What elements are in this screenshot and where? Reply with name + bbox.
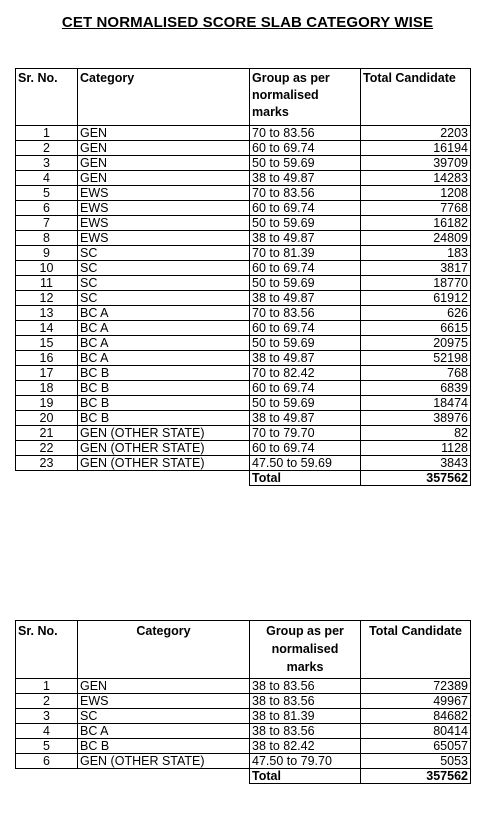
table-row: [16, 366, 471, 381]
cell-group: 50 to 59.69: [250, 156, 361, 171]
cell-total-candidate: 72389: [361, 679, 471, 694]
table-row: [16, 694, 471, 709]
cell-sr-no: 16: [16, 351, 78, 366]
cell-category: BC A: [78, 351, 250, 366]
cell-total-candidate: 768: [361, 366, 471, 381]
cell-sr-no: 3: [16, 709, 78, 724]
cell-sr-no: 4: [16, 724, 78, 739]
table-row: [16, 126, 471, 141]
cell-category: SC: [78, 276, 250, 291]
table-row: [16, 754, 471, 769]
cell-group: 50 to 59.69: [250, 336, 361, 351]
cell-total-candidate: 14283: [361, 171, 471, 186]
cell-category: EWS: [78, 694, 250, 709]
cell-category: EWS: [78, 231, 250, 246]
cell-sr-no: 2: [16, 141, 78, 156]
cell-group: 38 to 49.87: [250, 411, 361, 426]
cell-group: 60 to 69.74: [250, 201, 361, 216]
page-title: CET NORMALISED SCORE SLAB CATEGORY WISE: [61, 14, 434, 31]
cell-category: BC A: [78, 306, 250, 321]
cell-total-candidate: 39709: [361, 156, 471, 171]
cell-category: BC A: [78, 321, 250, 336]
cell-category: GEN (OTHER STATE): [78, 754, 250, 769]
cell-group: 38 to 81.39: [250, 709, 361, 724]
total-label: Total: [250, 471, 361, 486]
cell-category: GEN: [78, 679, 250, 694]
cell-sr-no: 22: [16, 441, 78, 456]
cell-category: SC: [78, 261, 250, 276]
cell-category: GEN: [78, 126, 250, 141]
header-sr-no: Sr. No.: [16, 621, 78, 679]
cell-total-candidate: 49967: [361, 694, 471, 709]
cell-total-candidate: 61912: [361, 291, 471, 306]
table-row: [16, 724, 471, 739]
cell-category: GEN: [78, 141, 250, 156]
cell-category: SC: [78, 709, 250, 724]
table-row: [16, 141, 471, 156]
cell-total-candidate: 3843: [361, 456, 471, 471]
table-row: [16, 739, 471, 754]
cell-group: 38 to 49.87: [250, 231, 361, 246]
cell-category: BC B: [78, 366, 250, 381]
cell-group: 38 to 49.87: [250, 351, 361, 366]
cell-group: 70 to 81.39: [250, 246, 361, 261]
cell-category: BC B: [78, 396, 250, 411]
cell-sr-no: 1: [16, 679, 78, 694]
cell-total-candidate: 16182: [361, 216, 471, 231]
cell-total-candidate: 6615: [361, 321, 471, 336]
cell-group: 60 to 69.74: [250, 141, 361, 156]
header-sr-no: Sr. No.: [16, 69, 78, 126]
blank-cell: [16, 769, 78, 784]
cell-sr-no: 21: [16, 426, 78, 441]
cell-total-candidate: 18474: [361, 396, 471, 411]
header-category: Category: [78, 69, 250, 126]
header-total-candidate: Total Candidate: [361, 621, 471, 679]
table-row: [16, 336, 471, 351]
cell-total-candidate: 52198: [361, 351, 471, 366]
cell-total-candidate: 5053: [361, 754, 471, 769]
cell-group: 70 to 83.56: [250, 186, 361, 201]
cell-category: SC: [78, 291, 250, 306]
cell-category: GEN: [78, 156, 250, 171]
cell-category: GEN (OTHER STATE): [78, 456, 250, 471]
table-row: [16, 426, 471, 441]
cell-total-candidate: 16194: [361, 141, 471, 156]
table-row: [16, 321, 471, 336]
cell-category: EWS: [78, 216, 250, 231]
cell-sr-no: 9: [16, 246, 78, 261]
cell-total-candidate: 65057: [361, 739, 471, 754]
blank-cell: [78, 471, 250, 486]
cell-sr-no: 5: [16, 186, 78, 201]
blank-cell: [16, 471, 78, 486]
cell-total-candidate: 3817: [361, 261, 471, 276]
cell-total-candidate: 1208: [361, 186, 471, 201]
cell-sr-no: 20: [16, 411, 78, 426]
cell-sr-no: 18: [16, 381, 78, 396]
cell-total-candidate: 626: [361, 306, 471, 321]
cell-total-candidate: 6839: [361, 381, 471, 396]
cell-group: 47.50 to 59.69: [250, 456, 361, 471]
table-row: [16, 381, 471, 396]
cell-category: GEN (OTHER STATE): [78, 426, 250, 441]
category-slab-table: [15, 68, 471, 486]
table-row: [16, 709, 471, 724]
cell-category: BC B: [78, 411, 250, 426]
cell-sr-no: 4: [16, 171, 78, 186]
blank-cell: [78, 769, 250, 784]
cell-category: GEN (OTHER STATE): [78, 441, 250, 456]
cell-total-candidate: 2203: [361, 126, 471, 141]
cell-total-candidate: 38976: [361, 411, 471, 426]
cell-sr-no: 13: [16, 306, 78, 321]
cell-total-candidate: 18770: [361, 276, 471, 291]
cell-category: EWS: [78, 201, 250, 216]
category-summary-table: [15, 620, 471, 784]
cell-sr-no: 1: [16, 126, 78, 141]
cell-group: 38 to 83.56: [250, 679, 361, 694]
header-total-candidate: Total Candidate: [361, 69, 471, 126]
table-header-row: [16, 69, 471, 126]
table-row: [16, 156, 471, 171]
header-group: Group as per normalised marks: [250, 69, 361, 126]
table-row: [16, 246, 471, 261]
table-row: [16, 679, 471, 694]
cell-category: GEN: [78, 171, 250, 186]
cell-category: EWS: [78, 186, 250, 201]
cell-sr-no: 17: [16, 366, 78, 381]
table-row: [16, 291, 471, 306]
cell-category: BC A: [78, 336, 250, 351]
table-row: [16, 351, 471, 366]
cell-sr-no: 23: [16, 456, 78, 471]
cell-group: 60 to 69.74: [250, 441, 361, 456]
cell-total-candidate: 183: [361, 246, 471, 261]
cell-sr-no: 6: [16, 754, 78, 769]
cell-total-candidate: 7768: [361, 201, 471, 216]
cell-sr-no: 10: [16, 261, 78, 276]
cell-sr-no: 2: [16, 694, 78, 709]
table-row: [16, 186, 471, 201]
table-row: [16, 396, 471, 411]
table-row: [16, 411, 471, 426]
cell-sr-no: 15: [16, 336, 78, 351]
cell-group: 70 to 82.42: [250, 366, 361, 381]
total-value: 357562: [361, 471, 471, 486]
cell-total-candidate: 24809: [361, 231, 471, 246]
cell-group: 50 to 59.69: [250, 216, 361, 231]
table-row: [16, 216, 471, 231]
cell-total-candidate: 82: [361, 426, 471, 441]
total-row: [16, 471, 471, 486]
cell-sr-no: 11: [16, 276, 78, 291]
cell-group: 50 to 59.69: [250, 396, 361, 411]
cell-group: 60 to 69.74: [250, 321, 361, 336]
cell-group: 38 to 83.56: [250, 694, 361, 709]
cell-group: 70 to 79.70: [250, 426, 361, 441]
cell-total-candidate: 1128: [361, 441, 471, 456]
header-group: Group as per normalised marks: [250, 621, 361, 679]
cell-category: SC: [78, 246, 250, 261]
table-row: [16, 261, 471, 276]
cell-group: 47.50 to 79.70: [250, 754, 361, 769]
table-row: [16, 456, 471, 471]
cell-sr-no: 7: [16, 216, 78, 231]
cell-category: BC A: [78, 724, 250, 739]
table-row: [16, 201, 471, 216]
total-row: [16, 769, 471, 784]
cell-group: 38 to 49.87: [250, 171, 361, 186]
table-row: [16, 306, 471, 321]
cell-group: 60 to 69.74: [250, 381, 361, 396]
cell-group: 38 to 83.56: [250, 724, 361, 739]
cell-sr-no: 6: [16, 201, 78, 216]
cell-sr-no: 14: [16, 321, 78, 336]
cell-category: BC B: [78, 739, 250, 754]
total-label: Total: [250, 769, 361, 784]
table-row: [16, 171, 471, 186]
cell-total-candidate: 20975: [361, 336, 471, 351]
cell-group: 70 to 83.56: [250, 306, 361, 321]
table-header-row: [16, 621, 471, 679]
cell-sr-no: 3: [16, 156, 78, 171]
total-value: 357562: [361, 769, 471, 784]
cell-sr-no: 5: [16, 739, 78, 754]
cell-sr-no: 8: [16, 231, 78, 246]
header-category: Category: [78, 621, 250, 679]
cell-group: 38 to 49.87: [250, 291, 361, 306]
cell-group: 60 to 69.74: [250, 261, 361, 276]
cell-group: 38 to 82.42: [250, 739, 361, 754]
cell-total-candidate: 80414: [361, 724, 471, 739]
table-row: [16, 276, 471, 291]
cell-sr-no: 19: [16, 396, 78, 411]
cell-category: BC B: [78, 381, 250, 396]
cell-sr-no: 12: [16, 291, 78, 306]
table-row: [16, 441, 471, 456]
cell-group: 70 to 83.56: [250, 126, 361, 141]
table-row: [16, 231, 471, 246]
cell-total-candidate: 84682: [361, 709, 471, 724]
cell-group: 50 to 59.69: [250, 276, 361, 291]
